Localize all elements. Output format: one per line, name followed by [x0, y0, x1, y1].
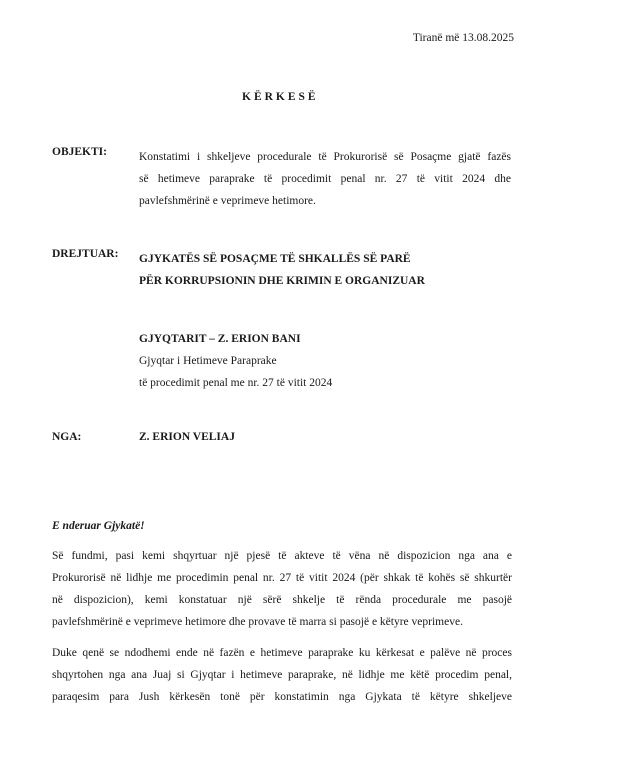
objekti-line-3: pavlefshmërinë e veprimeve hetimore. — [139, 195, 316, 207]
paragraph-1 — [52, 545, 512, 633]
drejtuar-line-2: PËR KORRUPSIONIN DHE KRIMIN E ORGANIZUAR — [139, 275, 425, 287]
drejtuar-text — [139, 248, 511, 292]
document-date: Tiranë më 13.08.2025 — [412, 32, 514, 44]
paragraph-2 — [52, 642, 512, 708]
salutation: E nderuar Gjykatë! — [52, 520, 145, 532]
paragraph-1-line-2: Prokurorisë në lidhje me procedimin penal nr. 27 të vitit 2024 (për shkak të kohës së shkurtër — [52, 572, 512, 584]
nga-label: NGA: — [52, 431, 82, 443]
paragraph-1-line-1: Së fundmi, pasi kemi shqyrtuar një pjesë të akteve të vëna në dispozicion nga ana e — [52, 550, 512, 562]
drejtuar-line-1: GJYKATËS SË POSAÇME TË SHKALLËS SË PARË — [139, 253, 411, 265]
paragraph-2-line-2: shqyrtohen nga ana Juaj si Gjyqtar i hetimeve paraprake, në lidhje me këtë procedim penal, — [52, 669, 512, 681]
paragraph-2-line-3: paraqesim para Jush kërkesën tonë për konstatimin nga Gjykata të këtyre shkeljeve — [52, 691, 512, 703]
paragraph-1-line-3: në dispozicion), kemi konstatuar një sërë shkelje të rënda procedurale me pasojë — [52, 594, 512, 606]
objekti-line-1: Konstatimi i shkeljeve procedurale të Prokurorisë së Posaçme gjatë fazës — [139, 151, 511, 163]
judge-role: Gjyqtar i Hetimeve Paraprake — [139, 355, 277, 367]
drejtuar-label: DREJTUAR: — [52, 248, 119, 260]
nga-value: Z. ERION VELIAJ — [139, 431, 235, 443]
objekti-line-2: së hetimeve paraprake të procedimit penal nr. 27 të vitit 2024 dhe — [139, 173, 511, 185]
document-title: KËRKESË — [242, 91, 319, 103]
objekti-text — [139, 146, 511, 212]
paragraph-1-line-4: pavlefshmërinë e veprimeve hetimore dhe provave të marra si pasojë e këtyre veprimeve. — [52, 616, 463, 628]
objekti-label: OBJEKTI: — [52, 146, 107, 158]
judge-case: të procedimit penal me nr. 27 të vitit 2024 — [139, 377, 333, 389]
judge-name: GJYQTARIT – Z. ERION BANI — [139, 333, 301, 345]
paragraph-2-line-1: Duke qenë se ndodhemi ende në fazën e hetimeve paraprake ku kërkesat e palëve në proces — [52, 647, 512, 659]
judge-block — [139, 328, 511, 394]
